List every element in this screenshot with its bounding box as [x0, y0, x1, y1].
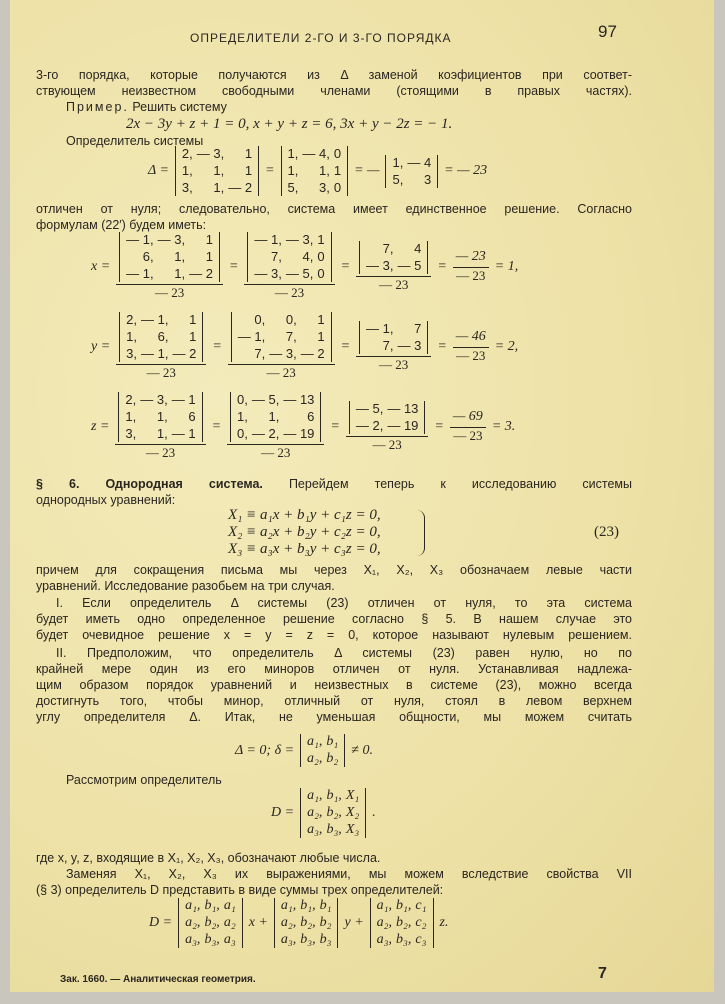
fraction-numerator [115, 392, 205, 445]
determinant-entry: 1, [181, 163, 193, 178]
fraction [356, 241, 431, 293]
determinant-entry: 7, [271, 249, 282, 264]
determinant [359, 321, 428, 354]
determinant-entry: — 2 [300, 346, 325, 361]
determinant [119, 232, 220, 282]
determinant-entry: — 3, [285, 232, 314, 247]
determinant-entry: 1, [268, 409, 280, 424]
determinant-entry: 0, [237, 426, 248, 441]
determinant-entry: b₂, [326, 805, 342, 820]
determinant-entry: 1 [189, 312, 197, 327]
determinant-entry: — 2 [172, 346, 197, 361]
determinant [281, 146, 349, 196]
text-line: будет очевидное решение x = y = z = 0, которое называют нулевым решением. [36, 628, 632, 642]
determinant-entry: — 3, [196, 146, 225, 161]
determinant-entry: — 19 [283, 426, 315, 441]
determinant-entry: 1, [213, 180, 225, 195]
determinant-entry: a₃, [185, 932, 201, 947]
math-text: = [437, 258, 447, 274]
determinant-entry: b₂ [326, 751, 339, 766]
text-line: будет иметь одно определенное решение согласно § 5. В нашем случае это [36, 612, 632, 626]
math-text: Δ = [148, 163, 169, 178]
determinant [119, 312, 203, 362]
fraction-numerator [450, 409, 486, 428]
section-heading: § 6. Однородная система. [36, 477, 263, 491]
determinant-entry: — 1 [171, 426, 196, 441]
determinant-entry: — 13 [283, 392, 315, 407]
section-heading-line [36, 476, 632, 492]
fraction-denominator: — 23 [372, 436, 402, 452]
example-label: Пример. [66, 100, 129, 114]
determinant-entry: 1 [189, 329, 197, 344]
running-title: ОПРЕДЕЛИТЕЛИ 2-ГО И 3-ГО ПОРЯДКА [190, 31, 452, 45]
determinant-entry: 2, [125, 392, 137, 407]
determinant-entry: a₁, [307, 788, 323, 803]
determinant-entry: — 1 [171, 392, 196, 407]
determinant [359, 241, 428, 274]
determinant-entry: 1 [244, 146, 253, 161]
determinant-entry: — 3, [157, 232, 186, 247]
determinant-entry: 7, [382, 240, 394, 256]
determinant-entry: 1, [287, 163, 299, 178]
right-brace [416, 510, 425, 556]
equation-1: X₁ ≡ a₁x + b₁y + c₁z = 0, [228, 507, 381, 523]
determinant [230, 392, 321, 442]
math-text: z. [439, 915, 449, 930]
text-line: II. Предположим, что определитель Δ системы (23) равен нулю, но по [56, 646, 632, 660]
fraction-numerator [356, 321, 431, 357]
fraction [346, 401, 429, 453]
signature-mark: 7 [598, 965, 607, 982]
determinant-entry: — 3 [397, 337, 422, 353]
text-line: причем для сокращения письма мы через X₁, X₂, X₃ обозначаем левые части [36, 563, 632, 577]
math-text: Δ = 0; δ = [235, 742, 295, 758]
math-text: = 2, [494, 338, 519, 354]
math-text: — 46 [455, 329, 486, 344]
fraction [453, 329, 489, 364]
determinant-entry: 0, [285, 312, 297, 327]
fraction [453, 249, 489, 284]
determinant-entry: — 1, [141, 312, 169, 327]
determinant-entry: 1, [156, 426, 168, 441]
determinant-entry: 6, [157, 329, 169, 344]
determinant-entry: 6, [142, 249, 154, 264]
determinant-entry: 0 [317, 266, 325, 281]
determinant-entry: 1, [319, 163, 330, 178]
fraction-numerator [453, 329, 489, 348]
fraction-numerator [453, 249, 489, 268]
determinant-entry: — 5, [355, 400, 384, 416]
determinant-entry: a₁, [280, 898, 297, 913]
determinant [175, 146, 259, 196]
determinant-entry: 0, [237, 392, 248, 407]
math-text: . [372, 805, 376, 820]
text-line: щим образом порядок уравнений и неизвестных в системе (23), можно всегда [36, 678, 632, 692]
fraction [116, 232, 223, 301]
math-text: = 1, [494, 258, 519, 274]
determinant-entry: 1 [317, 329, 325, 344]
determinant-entry: — 1, [126, 266, 154, 281]
fraction-denominator: — 23 [274, 285, 305, 300]
math-text: z = [91, 418, 110, 434]
determinant-entry: b₁, [300, 898, 316, 913]
determinant-entry: b₁, [326, 788, 342, 803]
equation-system: 2x − 3y + z + 1 = 0, x + y + z = 6, 3x + y − 2z = − 1. [126, 116, 453, 132]
imprint: Зак. 1660. — Аналитическая геометрия. [60, 974, 256, 985]
determinant-entry: 2, [181, 146, 193, 161]
determinant-entry: — 3, [269, 346, 297, 361]
text-line: где x, y, z, входящие в X₁, X₂, X₃, обозначают любые числа. [36, 851, 381, 865]
math-text: = [212, 338, 222, 354]
determinant-entry: b₃ [319, 932, 332, 947]
determinant-entry: 1 [317, 232, 325, 247]
determinant [370, 898, 434, 948]
fraction [227, 392, 324, 461]
determinant-entry: a₂, [307, 805, 323, 820]
determinant-entry: 7 [414, 320, 422, 336]
determinant-entry: c₂ [415, 915, 427, 930]
determinant [274, 898, 339, 948]
determinant-entry: c₃ [415, 932, 427, 947]
example-text: Решить систему [128, 100, 227, 114]
determinant-entry: a₃, [307, 822, 323, 837]
determinant-entry: 0 [333, 180, 342, 195]
determinant [231, 312, 332, 362]
fraction-denominator: — 23 [145, 445, 176, 460]
math-text: = [437, 338, 447, 354]
fraction-numerator [356, 241, 431, 277]
fraction-numerator [228, 312, 335, 365]
determinant-entry: — 4, [302, 146, 330, 161]
determinant-entry: — 1, [237, 329, 266, 344]
math-text: D = [271, 805, 295, 820]
determinant-entry: — 13 [387, 400, 419, 416]
determinant-entry: — 5, [285, 266, 314, 281]
fraction-numerator [227, 392, 324, 445]
determinant-entry: 7, [254, 346, 266, 361]
math-text: D = [149, 915, 173, 930]
fraction [116, 312, 206, 381]
text-line: I. Если определитель Δ системы (23) отличен от нуля, то эта система [56, 596, 632, 610]
determinant-entry: — 19 [387, 417, 419, 433]
math-text: = [211, 418, 222, 434]
determinant-entry: 2, [126, 312, 138, 327]
text-line: достигнуть того, чтобы минор, отличный от нуля, стоял в левом верхнем [36, 694, 632, 708]
text-line: Заменяя X₁, X₂, X₃ их выражениями, мы можем вследствие свойства VII [66, 867, 632, 881]
determinant-entry: 1, [287, 146, 299, 161]
math-text: — 69 [452, 409, 483, 424]
determinant-entry: b₃, [396, 932, 412, 947]
fraction-denominator: — 23 [154, 285, 185, 300]
determinant-entry: 1 [244, 163, 253, 178]
math-text: y = [91, 338, 111, 354]
determinant-entry: 7, [285, 329, 297, 344]
text-line: ствующем неизвестном свободными членами (стоящими в правых частях). [36, 84, 632, 98]
text-line: Рассмотрим определитель [66, 773, 222, 787]
book-page [10, 0, 714, 992]
fraction-numerator [346, 401, 429, 437]
determinant-entry: a₂, [185, 915, 201, 930]
determinant-entry: 1, [174, 249, 186, 264]
determinant-entry: 1, [174, 266, 186, 281]
determinant-entry: X₃ [345, 822, 360, 837]
determinant-entry: 4, [302, 249, 314, 264]
fraction-denominator: — 23 [379, 356, 409, 372]
math-text: — 23 [455, 249, 486, 264]
determinant [247, 232, 331, 282]
determinant-entry: b₁ [326, 734, 339, 749]
determinant-entry: 1, [126, 329, 138, 344]
formula-z [88, 392, 518, 461]
fraction-numerator [116, 232, 223, 285]
determinant-entry: a₂, [376, 915, 393, 930]
fraction-denominator: — 23 [453, 428, 483, 443]
fraction [244, 232, 334, 301]
page-number: 97 [598, 22, 617, 41]
formula-delta-zero [232, 734, 376, 767]
formula-D-sum [146, 898, 451, 948]
determinant-entry: a₂, [280, 915, 297, 930]
determinant-entry: — 4 [407, 154, 432, 170]
math-text: = [265, 163, 275, 178]
determinant-entry: 1 [205, 249, 213, 264]
determinant [349, 401, 426, 434]
determinant-entry: c₁ [415, 898, 427, 913]
determinant-entry: 0 [333, 146, 342, 161]
math-text: = [340, 258, 351, 274]
fraction [228, 312, 335, 381]
determinant-entry: — 3, [254, 266, 282, 281]
example-line [66, 99, 227, 115]
determinant [385, 155, 438, 188]
determinant-entry: — 2, [251, 426, 280, 441]
determinant-entry: 5, [287, 180, 299, 195]
determinant-entry: 7, [382, 337, 394, 353]
determinant-entry: — 1, [126, 232, 154, 247]
determinant-entry: b₂, [300, 915, 316, 930]
determinant [300, 734, 345, 767]
determinant [178, 898, 243, 948]
equation-3: X₃ ≡ a₃x + b₃y + c₃z = 0, [228, 541, 381, 557]
determinant-entry: 1, [392, 154, 404, 170]
math-text: ≠ 0. [351, 742, 373, 758]
determinant-entry: 3, [319, 180, 330, 195]
determinant [300, 788, 366, 838]
determinant-entry: X₂ [345, 805, 360, 820]
determinant-entry: b₂ [319, 915, 332, 930]
determinant-entry: 3, [126, 346, 138, 361]
determinant-entry: — 1, [141, 346, 169, 361]
determinant-entry: 3, [181, 180, 193, 195]
determinant-entry: a₂, [307, 751, 323, 766]
math-text: = [330, 418, 340, 434]
determinant-entry: X₁ [345, 788, 360, 803]
math-text: = [340, 338, 351, 354]
determinant-entry: a₁ [223, 898, 236, 913]
equation-2: X₂ ≡ a₂x + b₂y + c₂z = 0, [228, 524, 381, 540]
determinant-entry: a₃, [376, 932, 393, 947]
determinant-entry: b₃, [300, 932, 316, 947]
fraction-denominator: — 23 [379, 276, 409, 292]
math-text: = [434, 418, 444, 434]
determinant-entry: 4 [414, 240, 422, 256]
formula-y [88, 312, 521, 381]
determinant-entry: 1, [237, 409, 248, 424]
fraction-numerator [116, 312, 206, 365]
determinant-entry: b₁, [396, 898, 412, 913]
math-text: = — [354, 163, 380, 178]
determinant-entry: 0, [254, 312, 266, 327]
determinant-entry: a₃ [223, 932, 236, 947]
determinant-entry: b₃, [326, 822, 342, 837]
text: Перейдем теперь к исследованию системы [262, 477, 632, 491]
determinant-entry: b₂, [204, 915, 220, 930]
determinant-entry: — 2 [189, 266, 213, 281]
math-text: x = [91, 258, 111, 274]
determinant-entry: — 3, [140, 392, 168, 407]
text-line: углу определителя Δ. Итак, не уменьшая общности, мы можем считать [36, 710, 632, 724]
text-line: отличен от нуля; следовательно, система имеет единственное решение. Согласно [36, 202, 632, 216]
text-line: формулам (22′) будем иметь: [36, 218, 207, 232]
determinant-entry: a₂ [223, 915, 236, 930]
fraction [356, 321, 431, 373]
determinant-entry: — 1, [254, 232, 282, 247]
determinant-entry: 0 [317, 249, 325, 264]
formula-D [268, 788, 379, 838]
math-text: = — 23 [444, 163, 488, 178]
fraction-denominator: — 23 [456, 348, 486, 363]
determinant-entry: a₁, [185, 898, 201, 913]
determinant-entry: — 1, [366, 320, 394, 336]
formula-x [88, 232, 521, 301]
determinant-entry: — 5, [251, 392, 280, 407]
determinant-entry: 1, [213, 163, 225, 178]
determinant-entry: — 5 [397, 257, 422, 273]
determinant-entry: b₂, [396, 915, 412, 930]
text-line: уравнений. Исследование разобьем на три случая. [36, 579, 335, 593]
determinant-entry: 1, [125, 409, 137, 424]
determinant-entry: b₁, [204, 898, 220, 913]
fraction-denominator: — 23 [146, 365, 176, 380]
fraction [115, 392, 205, 461]
math-text: y + [344, 915, 364, 930]
determinant-entry: 6 [188, 409, 196, 424]
determinant-entry: b₁ [319, 898, 332, 913]
fraction-denominator: — 23 [261, 445, 291, 460]
determinant-entry: a₁, [307, 734, 323, 749]
fraction [450, 409, 486, 444]
text-line: (§ 3) определитель D представить в виде суммы трех определителей: [36, 883, 444, 897]
text-line: однородных уравнений: [36, 493, 176, 507]
math-text: = 3. [491, 418, 516, 434]
determinant-entry: — 3, [366, 257, 394, 273]
determinant-entry: — 2 [228, 180, 253, 195]
math-text: x + [248, 915, 268, 930]
determinant-entry: — 2, [355, 417, 384, 433]
determinant-entry: 6 [307, 409, 315, 424]
text-line: Определитель системы [66, 134, 204, 148]
determinant-entry: 5, [392, 171, 404, 187]
determinant-entry: 3, [125, 426, 137, 441]
determinant-entry: a₁, [376, 898, 393, 913]
determinant-entry: 1 [205, 232, 213, 247]
determinant-entry: b₃, [204, 932, 220, 947]
determinant [118, 392, 202, 442]
fraction-denominator: — 23 [266, 365, 296, 380]
formula-delta [145, 146, 490, 196]
determinant-entry: 1 [317, 312, 325, 327]
determinant-entry: 1 [333, 163, 342, 178]
text-line: крайней мере один из его миноров отличен от нуля. Устанавливая надлежа- [36, 662, 632, 676]
determinant-entry: a₃, [280, 932, 297, 947]
math-text: = [228, 258, 239, 274]
equation-number: (23) [594, 524, 619, 540]
determinant-entry: 3 [423, 171, 432, 187]
fraction-denominator: — 23 [456, 268, 486, 283]
text-line: 3-го порядка, которые получаются из Δ заменой коэфициентов при соответ- [36, 68, 632, 82]
determinant-entry: 1, [156, 409, 168, 424]
fraction-numerator [244, 232, 334, 285]
